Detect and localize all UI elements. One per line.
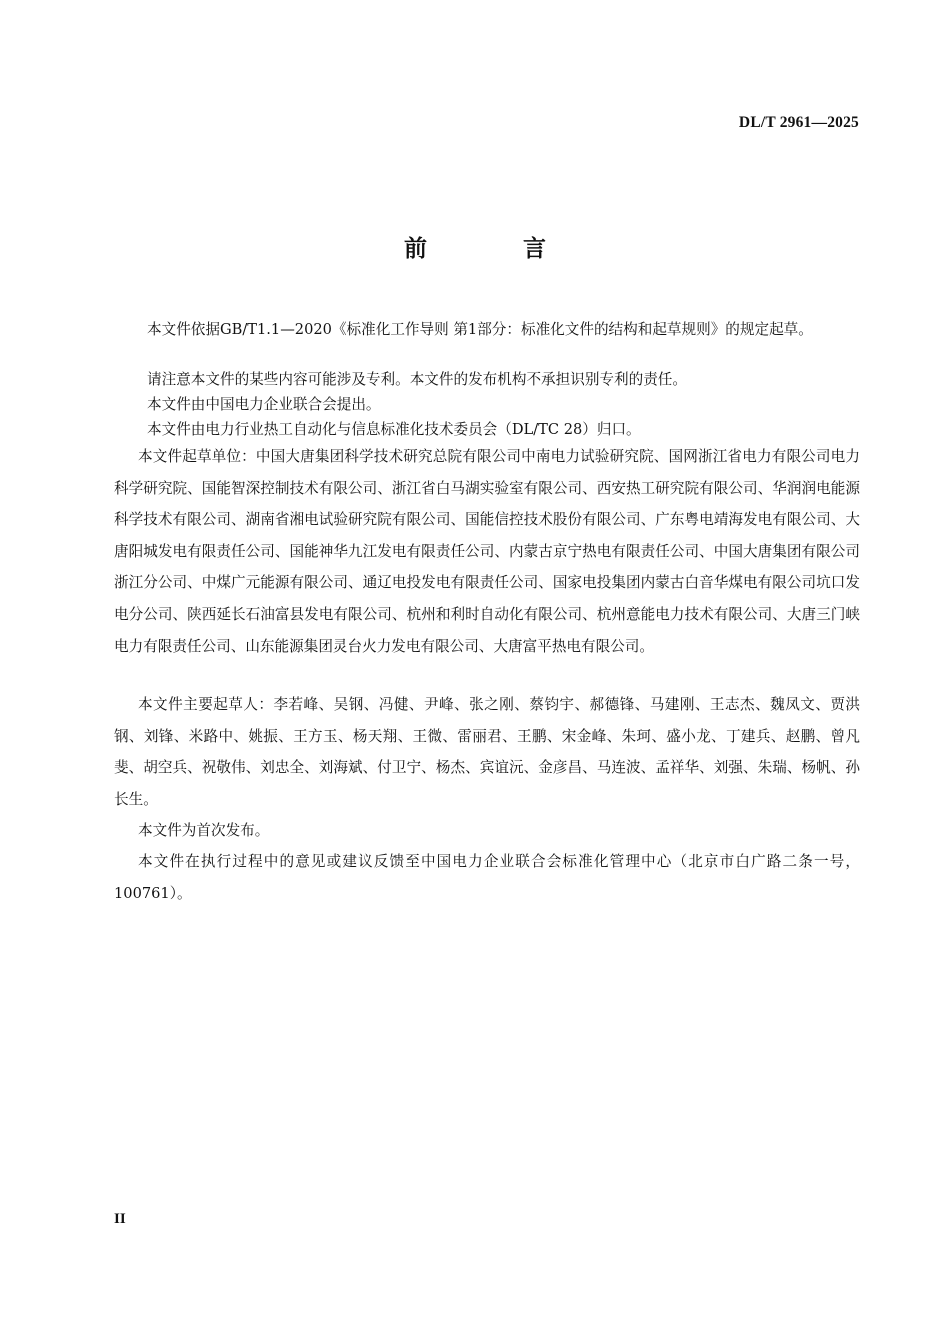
paragraph-first-release: 本文件为首次发布。	[138, 822, 270, 839]
document-code: DL/T 2961—2025	[738, 114, 859, 131]
paragraph-committee: 本文件由电力行业热工自动化与信息标准化技术委员会（DL/TC 28）归口。	[147, 421, 641, 438]
paragraph-proposer: 本文件由中国电力企业联合会提出。	[147, 396, 381, 413]
paragraph-drafting-units: 本文件起草单位：中国大唐集团科学技术研究总院有限公司中南电力试验研究院、国网浙江省电力有限公司电力科学研究院、国能智深控制技术有限公司、浙江省白马湖实验室有限公司、西安热工研究院有限公司、华润润电能源科学技术有限公司、湖南省湘电试验研究院有限公司、国能信控技术股份有限公司、广东粤电靖海发电有限公司、大唐阳城发电有限责任公司、国能神华九江发电有限责任公司、内蒙古京宁热电有限责任公司、中国大唐集团有限公司浙江分公司、中煤广元能源有限公司、通辽电投发电有限责任公司、国家电投集团内蒙古白音华煤电有限公司坑口发电分公司、陕西延长石油富县发电有限公司、杭州和利时自动化有限公司、杭州意能电力技术有限公司、大唐三门峡电力有限责任公司、山东能源集团灵台火力发电有限公司、大唐富平热电有限公司。	[114, 448, 860, 655]
page-number: II	[114, 1211, 126, 1227]
paragraph-patent-notice: 请注意本文件的某些内容可能涉及专利。本文件的发布机构不承担识别专利的责任。	[147, 371, 687, 388]
page-title: 前 言	[403, 236, 590, 262]
paragraph-drafters: 本文件主要起草人：李若峰、吴钢、冯健、尹峰、张之刚、蔡钧宇、郝德锋、马建刚、王志杰、魏凤文、贾洪钢、刘锋、米路中、姚振、王方玉、杨天翔、王微、雷丽君、王鹏、宋金峰、朱珂、盛小龙、丁建兵、赵鹏、曾凡斐、胡空兵、祝敬伟、刘忠全、刘海斌、付卫宁、杨杰、宾谊沅、金彦昌、马连波、孟祥华、刘强、朱瑞、杨帆、孙长生。	[114, 696, 860, 808]
paragraph-basis: 本文件依据GB/T1.1—2020《标准化工作导则 第1部分：标准化文件的结构和起草规则》的规定起草。	[147, 321, 813, 338]
paragraph-feedback: 本文件在执行过程中的意见或建议反馈至中国电力企业联合会标准化管理中心（北京市白广路二条一号，100761）。	[114, 853, 860, 902]
